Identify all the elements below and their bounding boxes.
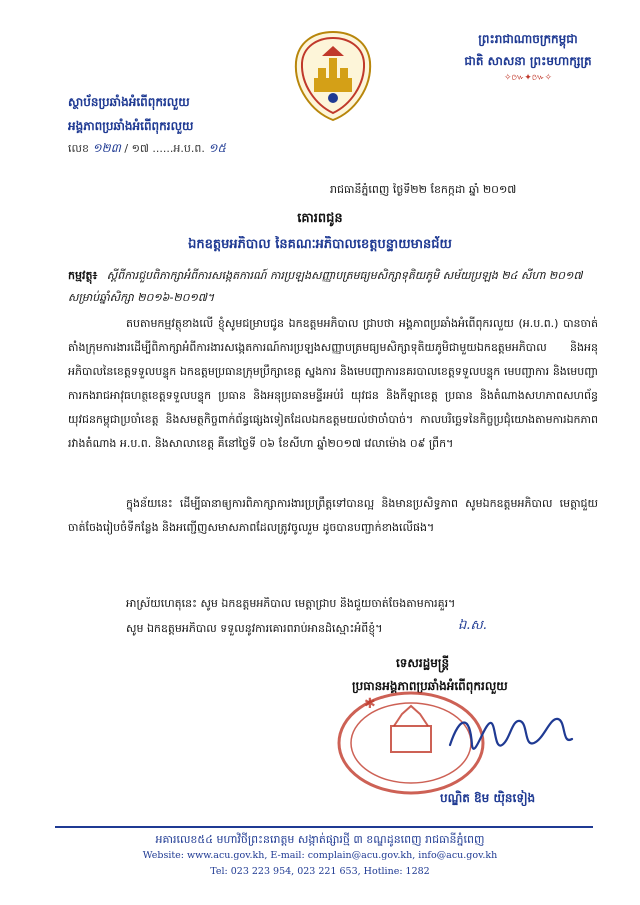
- footer-divider: [55, 826, 593, 828]
- agency-header: [68, 90, 283, 138]
- body-paragraph-2: ក្នុងន័យនេះ ដើម្បីធានាឲ្យការពិភាក្សាការងារប្រព្រឹត្តទៅបានល្អ និងមានប្រសិទ្ធភាព សូមឯកឧត្តមអភិបាល មេត្តាជួយចាត់ចែងរៀបចំទីកន្លែង និងអញ្ជើញសមាសភាពដែលត្រូវចូលរួម ដូចបានបញ្ជាក់ខាងលើផង។: [68, 497, 598, 534]
- subject-line: [68, 265, 598, 309]
- kingdom-header: [464, 28, 592, 84]
- acu-emblem-icon: [292, 28, 374, 124]
- letter-date: រាជធានីភ្នំពេញ ថ្ងៃទី២២ ខែកក្កដា ឆ្នាំ ២០១៧: [330, 183, 517, 196]
- agency-unit: អង្គភាពប្រឆាំងអំពើពុករលួយ: [68, 119, 194, 133]
- salutation: គោរពជូន: [297, 211, 343, 226]
- footer-address: អគារលេខ៥៤ មហាវិថីព្រះនរោត្តម សង្កាត់ផ្សារថ្មី ៣ ខណ្ឌដូនពេញ រាជធានីភ្នំពេញ: [155, 833, 485, 846]
- footer-phone: Tel: 023 223 954, 023 221 653, Hotline: 1282: [210, 866, 430, 877]
- signatory-position: ប្រធានអង្គភាពប្រឆាំងអំពើពុករលួយ: [352, 679, 508, 693]
- ref-label: លេខ: [68, 142, 89, 155]
- ref-number: ១២៣: [92, 141, 121, 155]
- svg-text:✱: ✱: [364, 696, 376, 712]
- signatory-rank: ទេសរដ្ឋមន្ត្រី: [396, 656, 450, 670]
- subject-label: កម្មវត្ថុ៖: [68, 269, 98, 282]
- ref-suffix: / ១៧ ......អ.ប.ព.: [124, 142, 205, 155]
- signatory-name: បណ្ឌិត ឱម យ៉ិនទៀង: [440, 791, 536, 805]
- footer-web-email: Website: www.acu.gov.kh, E-mail: complain@acu.gov.kh, info@acu.gov.kh: [142, 850, 498, 861]
- body-paragraph-1: តបតាមកម្មវត្ថុខាងលើ ខ្ញុំសូមជម្រាបជូន ឯកឧត្តមអភិបាល ជ្រាបថា អង្គភាពប្រឆាំងអំពើពុករលួយ (អ.ប.ព.) បានចាត់តាំងក្រុមការងារដើម្បីពិភាក្សាអំពីការងារសង្កេតការណ៍ការប្រឡងសញ្ញាបត្រមធ្យមសិក្សាទុតិយភូមិជាមួយឯកឧត្តមអភិបាល និងអនុអភិបាលនៃខេត្តទទួលបន្ទុក ឯកឧត្តមប្រធានក្រុមប្រឹក្សាខេត្ត ស្នងការ និងមេបញ្ជាការនគរបាលខេត្តទទួលបន្ទុក មេបញ្ជាការ និងមេបញ្ជាការកងរាជអាវុធហត្ថខេត្តទទួលបន្ទុក ប្រធាន និងអនុប្រធានមន្ទីរអប់រំ យុវជន និងកីឡាខេត្ត ប្រធាន និងតំណាងសហភាពសហព័ន្ធយុវជនកម្ពុជាប្រចាំខេត្ត និងសមត្ថកិច្ចពាក់ព័ន្ធផ្សេងទៀតដែលឯកឧត្តមយល់ថាចាំបាច់។ កាលបរិច្ឆេទនៃកិច្ចប្រជុំយោងតាមការឯកភាពរវាងតំណាង អ.ប.ព. និងសាលាខេត្ត គឺនៅថ្ងៃទី ០៦ ខែសីហា ឆ្នាំ២០១៧ វេលាម៉ោង ០៩ ព្រឹក។: [68, 317, 598, 450]
- addressee: ឯកឧត្តមអភិបាល នៃគណៈអភិបាលខេត្តបន្ទាយមានជ័យ: [188, 237, 452, 252]
- kingdom-title: ព្រះរាជាណាចក្រកម្ពុជា: [478, 32, 578, 46]
- footer: [0, 832, 640, 880]
- national-motto: ជាតិ សាសនា ព្រះមហាក្សត្រ: [464, 54, 592, 68]
- subject-text: ស្តីពីការជួបពិភាក្សាអំពីការសង្កេតការណ៍ ការប្រឡងសញ្ញាបត្រមធ្យមសិក្សាទុតិយភូមិ សម័យប្រឡង ២៤ សីហា ២០១៧ សម្រាប់ឆ្នាំសិក្សា ២០១៦-២០១៧។: [68, 269, 583, 304]
- ref-extra: ១៥: [208, 141, 226, 155]
- agency-institution: ស្ថាប័នប្រឆាំងអំពើពុករលួយ: [68, 95, 190, 109]
- closing-regards: សូម ឯកឧត្តមអភិបាល ទទួលនូវការគោរពរាប់អានដ៏ស្មោះអំពីខ្ញុំ។: [126, 622, 383, 635]
- handwritten-initials: ឯ.ស.: [458, 618, 487, 633]
- closing-request: អាស្រ័យហេតុនេះ សូម ឯកឧត្តមអភិបាល មេត្តាជ្រាប និងជួយចាត់ចែងតាមការគួរ។: [126, 597, 456, 610]
- reference-number: [68, 140, 226, 158]
- signature-icon: [440, 705, 580, 765]
- ornament: ✧៚✦៚✧: [503, 73, 553, 83]
